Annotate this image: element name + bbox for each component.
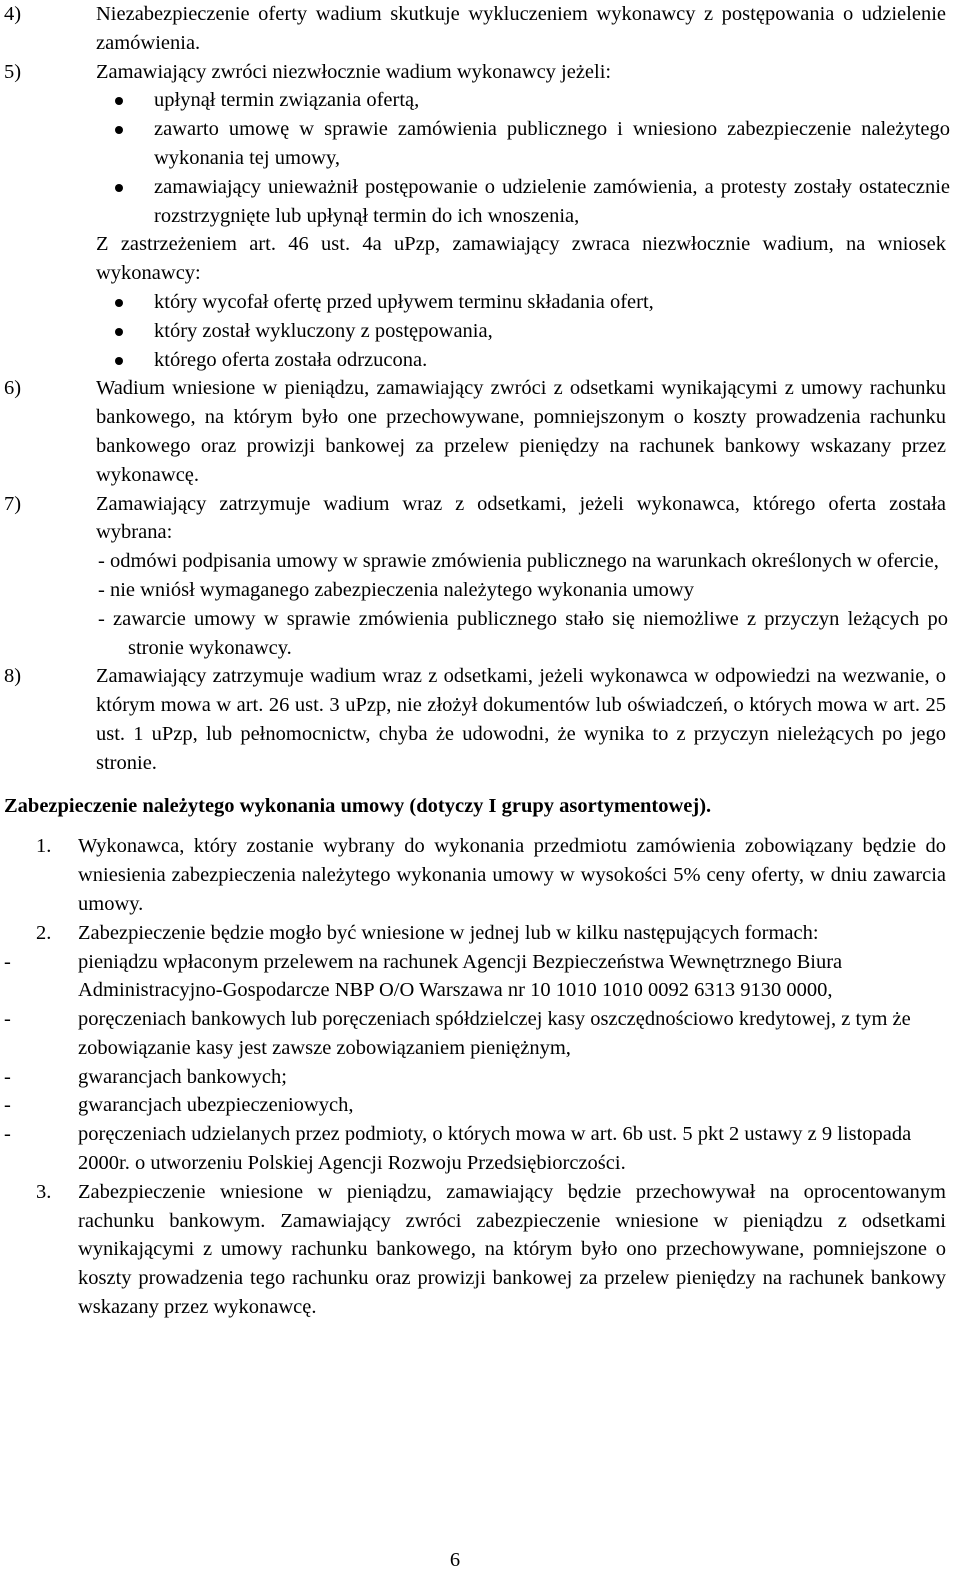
form-text: poręczeniach udzielanych przez podmioty, o których mowa w art. 6b ust. 5 pkt 2 ustawy z 9 listopada 2000r. o utworzeniu Polskiej Agencji Rozwoju Przedsiębiorczości. [78,1123,912,1175]
list-item-6 [0,374,960,489]
form-item [0,948,960,1006]
list-item-5 [0,58,960,87]
section-item-3 [0,1178,960,1322]
bullet-item: upłynął termin związania ofertą, [96,86,960,115]
dash-marker: - [4,950,11,973]
dash-marker: - [4,1123,11,1146]
list-item-7 [0,490,960,548]
page-number: 6 [449,1549,461,1571]
section-item-2 [0,919,960,948]
dash-marker: - [4,1094,11,1117]
form-text: gwarancjach bankowych; [78,1065,287,1088]
dash-item: - nie wniósł wymaganego zabezpieczenia należytego wykonania umowy [98,578,694,601]
item-number: 8) [4,665,22,688]
section-item-1 [0,832,960,918]
dash-marker: - [4,1008,11,1031]
list-item-4 [0,0,960,58]
form-item [0,1005,960,1063]
item-text: Wykonawca, który zostanie wybrany do wykonania przedmiotu zamówienia zobowiązany będzie do wniesienia zabezpieczenia należytego wykonania umowy w wysokości 5% ceny oferty, w dniu zawarcia umowy. [78,835,946,915]
item-number: 3. [36,1180,52,1203]
list-item-5-note [0,230,960,288]
form-item [0,1091,960,1120]
item-text: Zamawiający zatrzymuje wadium wraz z odsetkami, jeżeli wykonawca w odpowiedzi na wezwanie, o którym mowa w art. 26 ust. 3 uPzp, nie złożył dokumentów lub oświadczeń, o których mowa w art. 25 ust. 1 uPzp, lub pełnomocnictw, chyba że udowodni, że wynika to z przyczyn nieleżących po jego stronie. [96,665,946,774]
item-number: 2. [36,921,52,944]
form-item [0,1120,960,1178]
item-text: Zabezpieczenie wniesione w pieniądzu, zamawiający będzie przechowywał na oprocentowanym rachunku bankowym. Zamawiający zwróci zabezpieczenie wniesione w pieniądzu z odsetkami wynikającymi z umowy rachunku bankowego, na którym było ono przechowywane, pomniejszone o koszty prowadzenia tego rachunku oraz prowizji bankowej za przelew pieniędzy na rachunek bankowy wskazany przez wykonawcę. [78,1180,946,1319]
item-note: Z zastrzeżeniem art. 46 ust. 4a uPzp, zamawiający zwraca niezwłocznie wadium, na wniosek wykonawcy: [96,233,946,285]
item-text: Niezabezpieczenie oferty wadium skutkuje wykluczeniem wykonawcy z postępowania o udzielenie zamówienia. [96,3,946,54]
bullet-item: którego oferta została odrzucona. [96,346,960,375]
item-number: 6) [4,377,22,400]
form-text: poręczeniach bankowych lub poręczeniach spółdzielczej kasy oszczędnościowo kredytowej, z tym że zobowiązanie kasy jest zawsze zobowiązaniem pieniężnym, [78,1008,911,1059]
form-text: gwarancjach ubezpieczeniowych, [78,1094,354,1117]
item-text: Zabezpieczenie będzie mogło być wniesione w jednej lub w kilku następujących formach: [78,921,819,944]
item-number: 1. [36,835,52,858]
item-intro: Zamawiający zwróci niezwłocznie wadium wykonawcy jeżeli: [96,60,612,83]
form-item [0,1063,960,1092]
dash-marker: - [4,1065,11,1088]
bullet-item: zamawiający unieważnił postępowanie o udzielenie zamówienia, a protesty zostały ostatecznie rozstrzygnięte lub upłynął termin do ich wnoszenia, [96,173,960,231]
section-heading: Zabezpieczenie należytego wykonania umowy (dotyczy I grupy asortymentowej). [4,794,712,817]
item-text: Wadium wniesione w pieniądzu, zamawiający zwróci z odsetkami wynikającymi z umowy rachunku bankowego, na którym było one przechowywane, pomniejszonym o koszty prowadzenia rachunku bankowego oraz prowizji bankowej za przelew pieniędzy na rachunek bankowy wskazany przez wykonawcę. [96,377,946,486]
item-number: 4) [4,3,22,25]
bullet-item: zawarto umowę w sprawie zamówienia publicznego i wniesiono zabezpieczenie należytego wykonania tej umowy, [96,115,960,173]
bullet-list-return-conditions [96,86,960,230]
dash-item: - zawarcie umowy w sprawie zmówienia publicznego stało się niemożliwe z przyczyn leżących po stronie wykonawcy. [98,607,948,659]
dash-item: - odmówi podpisania umowy w sprawie zmówienia publicznego na warunkach określonych w ofercie, [98,550,939,573]
list-item-8 [0,662,960,777]
form-text: pieniądzu wpłaconym przelewem na rachunek Agencji Bezpieczeństwa Wewnętrznego Biura Administracyjno-Gospodarcze NBP O/O Warszawa nr 10 1010 1010 0092 6313 9130 0000, [78,950,843,1002]
bullet-item: który został wykluczony z postępowania, [96,317,960,346]
bullet-list-request [96,288,960,374]
item-intro: Zamawiający zatrzymuje wadium wraz z odsetkami, jeżeli wykonawca, którego oferta została wybrana: [96,492,946,544]
bullet-item: który wycofał ofertę przed upływem terminu składania ofert, [96,288,960,317]
item-number: 7) [4,492,22,515]
item-number: 5) [4,60,22,83]
